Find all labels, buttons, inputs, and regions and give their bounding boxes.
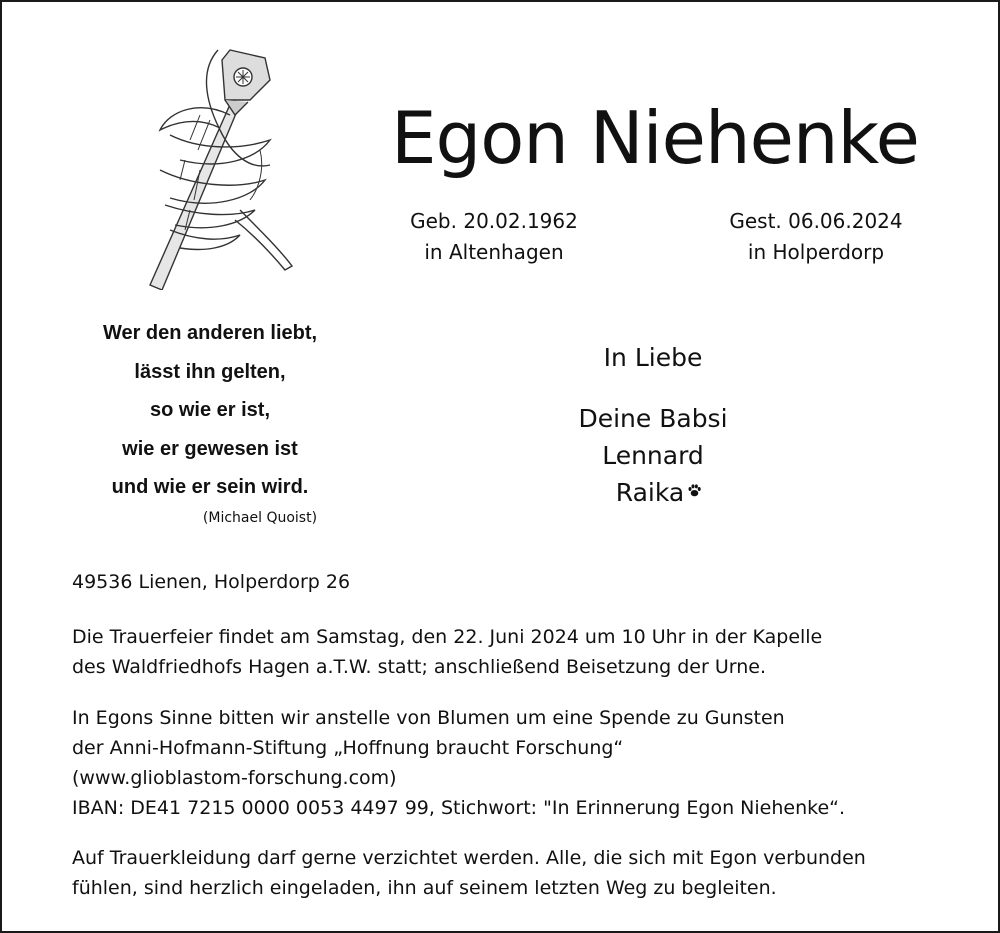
birth-date: Geb. 20.02.1962 (410, 209, 578, 233)
paragraph-line: des Waldfriedhofs Hagen a.T.W. statt; anschließend Beisetzung der Urne. (72, 656, 766, 678)
paragraph-line: fühlen, sind herzlich eingeladen, ihn auf seinem letzten Weg zu begleiten. (72, 877, 777, 899)
donation-paragraph (72, 703, 952, 823)
death-place: in Holperdorp (747, 240, 885, 264)
mourner-name: Lennard (602, 441, 704, 470)
mourner-name: Deine Babsi (578, 404, 728, 433)
quote-line: und wie er sein wird. (111, 476, 309, 498)
paragraph-line: (www.glioblastom-forschung.com) (72, 767, 397, 789)
paragraph-line: In Egons Sinne bitten wir anstelle von Blumen um eine Spende zu Gunsten (72, 707, 785, 729)
paragraph-line: Die Trauerfeier findet am Samstag, den 22. Juni 2024 um 10 Uhr in der Kapelle (72, 626, 823, 648)
birth-place: in Altenhagen (424, 240, 564, 264)
paragraph-line: IBAN: DE41 7215 0000 0053 4497 99, Stichwort: "In Erinnerung Egon Niehenke“. (72, 797, 846, 819)
funeral-paragraph (72, 622, 952, 682)
paragraph-line: Auf Trauerkleidung darf gerne verzichtet werden. Alle, die sich mit Egon verbunden (72, 847, 866, 869)
birth-info (394, 206, 594, 268)
quote-line: so wie er ist, (149, 399, 271, 421)
mourner-name: Raika (615, 478, 685, 507)
death-info (716, 206, 916, 268)
quote-author: (Michael Quoist) (202, 510, 318, 526)
mourners-intro: In Liebe (603, 343, 703, 372)
mourners-names (553, 400, 753, 511)
address: 49536 Lienen, Holperdorp 26 (72, 571, 351, 593)
deceased-name: Egon Niehenke (391, 96, 919, 180)
clothing-paragraph (72, 843, 952, 903)
paragraph-line: der Anni-Hofmann-Stiftung „Hoffnung braucht Forschung“ (72, 737, 624, 759)
death-date: Gest. 06.06.2024 (729, 209, 903, 233)
quote-line: wie er gewesen ist (122, 437, 298, 460)
paw-print-icon (687, 483, 702, 498)
memorial-quote (60, 314, 360, 507)
mourner-pet (553, 474, 753, 511)
quote-line: lässt ihn gelten, (134, 360, 286, 383)
sword-with-ribbons-illustration (140, 40, 310, 290)
quote-line: Wer den anderen liebt, (102, 322, 318, 344)
